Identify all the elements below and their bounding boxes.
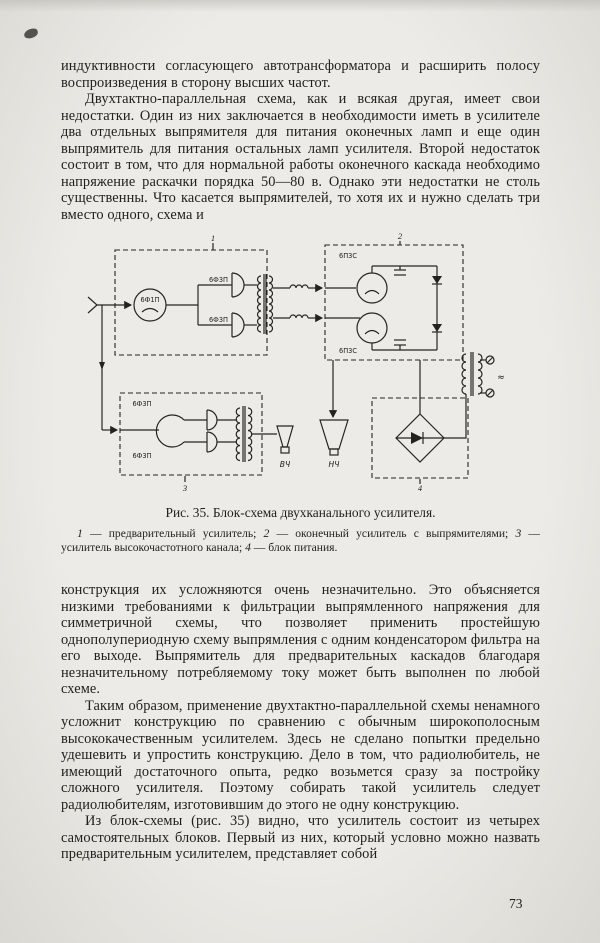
mains-terminal-icon [486,389,494,397]
scan-smudge [23,27,39,39]
block1-label: 1 [210,233,216,243]
paragraph: Таким образом, применение двухтактно-параллельной схемы ненамного усложнит конструкцию по сравнению с обычным широкополосным высококачественным усилителем. Здесь не сделано попытки предельно удешевить и упростить конструкцию. Дело в том, что радиолюбитель, не имеющий достаточного опыта, редко возьмется сразу за постройку сложного усилителя. Поэтому собирать такой усилитель следует радиолюбителям, изготовившим до этого не одну конструкцию. [61,697,540,813]
coupling-coil-symbol [290,285,308,288]
phase-splitter-symbol [156,415,184,447]
tube-6p3s-symbol [357,313,387,343]
capacitor-symbol [394,340,406,350]
tube-6f3p-label: 6Ф3П [132,400,152,408]
paragraph: индуктивности согласующего автотрансформатора и расширить полосу воспроизведения в сторону высших частот. [61,58,540,91]
diode-symbol [432,324,442,332]
paragraph: Из блок-схемы (рис. 35) видно, что усилитель состоит из четырех самостоятельных блоков. Первый из них, который условно можно назвать предварительным усилителем, представляет собой [61,813,540,862]
legend-item-text: — блок питания. [250,540,338,554]
block3-label: 3 [182,483,188,493]
legend-item-number: 3 [515,527,522,540]
tube-6f3p-label: 6Ф3П [208,276,228,284]
figure-caption: Рис. 35. Блок-схема двухканального усилителя. [165,505,436,520]
transformer-symbol [236,406,252,462]
tube-6f3p-symbol [232,273,244,297]
scan-edge-shadow [0,0,600,12]
speaker-hf-symbol [277,426,293,453]
mains-terminal-icon [486,356,494,364]
block2-label: 2 [397,231,403,241]
speaker-hf-label: ВЧ [279,460,291,469]
tube-6f3p-symbol [232,313,244,337]
paragraph: Двухтактно-параллельная схема, как и всякая другая, имеет свои недостатки. Один из них заключается в необходимости иметь в усилителе два отдельных выпрямителя для питания оконечных ламп и еще один выпрямитель для питания остальных ламп усилителя. Второй недостаток состоит в том, что для нормальной работы оконечного каскада необходимо напряжение раскачки порядка 50—80 в. Однако эти недостатки не столь существенны. Что касается выпрямителей, то хотя их и нужно сделать три вместо одного, схема и [61,91,540,223]
tube-6f3p-label: 6Ф3П [132,452,152,460]
paragraph: конструкция их усложняются очень незначительно. Это объясняется низкими требованиями к фильтрации выпрямленного напряжения для симметричной схемы, что позволяет применить простейшую однополупериодную схему выпрямления с одним конденсатором фильтра на его выходе. Выпрямитель для предварительных каскадов благодаря незначительному потребляемому току может быть выполнен по любой схеме. [61,582,540,697]
block2-outline [325,245,463,360]
speaker-lf-symbol [320,420,348,455]
legend-item-text: — усилитель высокочастотного канала; [61,527,540,554]
coupling-coil-symbol [290,315,308,318]
legend-item-number: 1 [77,527,83,540]
diode-symbol [432,276,442,284]
page-number: 73 [509,896,523,911]
down-arrow-icon [99,362,105,370]
input-chevron-icon [88,297,97,313]
tube-6p3s-label: 6П3С [339,252,357,260]
legend-item-number: 2 [263,527,270,540]
figure-block-diagram [80,230,510,498]
legend-item-text: — оконечный усилитель с выпрямителями; [269,527,516,540]
tube-6f1p-symbol [134,289,166,321]
tube-6f3p-label: 6Ф3П [208,316,228,324]
tube-6p3s-label: 6П3С [339,347,357,355]
capacitor-symbol [394,266,406,275]
block4-label: 4 [417,483,423,493]
figure-schematic [80,230,510,498]
block1-outline [115,250,267,355]
tube-6f1p-label: 6Ф1П [140,296,160,304]
transformer-symbol [258,274,273,334]
tube-6p3s-symbol [357,273,387,303]
figure-legend [61,527,540,555]
mains-ac-label: ≈ [497,373,505,383]
bottom-text-block [61,582,540,863]
legend-item-text: — предварительный усилитель; [82,527,264,540]
legend-item-number: 4 [245,540,251,554]
diode-symbol [411,432,423,444]
top-text-block [61,58,540,223]
power-transformer-symbol [462,352,482,396]
tube-6f3p-symbol [207,410,217,430]
speaker-lf-label: НЧ [328,460,340,469]
tube-6f3p-symbol [207,432,217,452]
